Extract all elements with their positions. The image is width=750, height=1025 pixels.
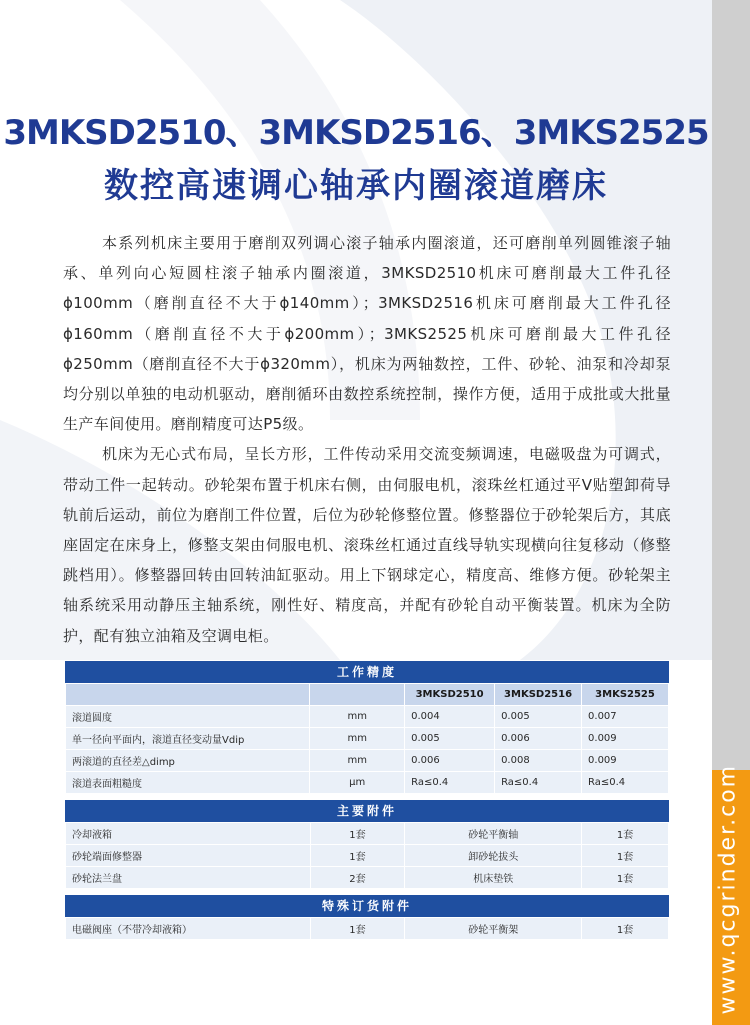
table-cell: 0.009 — [582, 728, 669, 750]
table-cell: 单一径向平面内，滚道直径变动量Vdip — [66, 728, 310, 750]
table-cell: 1套 — [310, 845, 405, 867]
table-cell: 1套 — [582, 845, 669, 867]
table-cell: 1套 — [582, 867, 669, 889]
precision-header-row — [66, 684, 669, 706]
table-cell: 砂轮平衡架 — [405, 918, 582, 940]
table-cell: mm — [310, 728, 405, 750]
table-cell: 冷却液箱 — [66, 823, 311, 845]
table-cell: 0.008 — [495, 750, 582, 772]
precision-col — [310, 684, 405, 706]
precision-col: 3MKS2525 — [582, 684, 669, 706]
precision-col: 3MKSD2516 — [495, 684, 582, 706]
precision-table — [65, 683, 669, 794]
page-title-name: 数控高速调心轴承内圈滚道磨床 — [104, 166, 608, 206]
table-cell: Ra≤0.4 — [582, 772, 669, 794]
table-cell: 卸砂轮拔头 — [405, 845, 582, 867]
table-cell: 0.009 — [582, 750, 669, 772]
table-row — [66, 918, 669, 940]
table-cell: 砂轮平衡轴 — [405, 823, 582, 845]
table-cell: Ra≤0.4 — [495, 772, 582, 794]
table-cell: μm — [310, 772, 405, 794]
table-cell: 0.005 — [405, 728, 495, 750]
table-cell: 机床垫铁 — [405, 867, 582, 889]
table-cell: 砂轮端面修整器 — [66, 845, 311, 867]
special-header: 特殊订货附件 — [65, 895, 669, 917]
precision-col: 3MKSD2510 — [405, 684, 495, 706]
description-paragraph-1: 本系列机床主要用于磨削双列调心滚子轴承内圈滚道，还可磨削单列圆锥滚子轴承、单列向心短圆柱滚子轴承内圈滚道，3MKSD2510机床可磨削最大工件孔径ϕ100mm（磨削直径不大于ϕ140mm）；3MKSD2516机床可磨削最大工件孔径ϕ160mm（磨削直径不大于ϕ200mm）；3MKS2525机床可磨削最大工件孔径ϕ250mm（磨削直径不大于ϕ320mm），机床为两轴数控，工件、砂轮、油泵和冷却泵均分别以单独的电动机驱动，磨削循环由数控系统控制，操作方便，适用于成批或大批量生产车间使用。磨削精度可达P5级。 — [63, 234, 671, 434]
table-cell: 0.006 — [405, 750, 495, 772]
table-row — [66, 823, 669, 845]
table-cell: 0.004 — [405, 706, 495, 728]
table-cell: 滚道表面粗糙度 — [66, 772, 310, 794]
table-cell: 1套 — [582, 918, 669, 940]
table-cell: 1套 — [310, 823, 405, 845]
description-paragraph-2: 机床为无心式布局，呈长方形，工件传动采用交流变频调速，电磁吸盘为可调式，带动工件一起转动。砂轮架布置于机床右侧，由伺服电机，滚珠丝杠通过平V贴塑卸荷导轨前后运动，前位为磨削工件位置，后位为砂轮修整位置。修整器位于砂轮架后方，其底座固定在床身上，修整支架由伺服电机、滚珠丝杠通过直线导轨实现横向往复移动（修整跳档用）。修整器回转由回转油缸驱动。用上下钢球定心，精度高、维修方便。砂轮架主轴系统采用动静压主轴系统，刚性好、精度高，并配有砂轮自动平衡装置。机床为全防护，配有独立油箱及空调电柜。 — [63, 445, 671, 645]
accessories-table — [65, 822, 669, 889]
table-row — [66, 750, 669, 772]
table-cell: 滚道圆度 — [66, 706, 310, 728]
table-row — [66, 728, 669, 750]
precision-header: 工作精度 — [65, 661, 669, 683]
table-cell: Ra≤0.4 — [405, 772, 495, 794]
table-cell: 砂轮法兰盘 — [66, 867, 311, 889]
table-cell: 0.005 — [495, 706, 582, 728]
table-cell: 1套 — [582, 823, 669, 845]
page-title-models: 3MKSD2510、3MKSD2516、3MKS2525 — [3, 113, 709, 153]
table-cell: 0.006 — [495, 728, 582, 750]
precision-col — [66, 684, 310, 706]
table-cell: mm — [310, 706, 405, 728]
table-row — [66, 867, 669, 889]
table-row — [66, 772, 669, 794]
table-cell: 0.007 — [582, 706, 669, 728]
description — [63, 228, 671, 651]
spec-tables — [65, 661, 669, 940]
table-cell: mm — [310, 750, 405, 772]
table-cell: 2套 — [310, 867, 405, 889]
table-cell: 电磁阀座（不带冷却液箱） — [66, 918, 311, 940]
table-cell: 1套 — [310, 918, 405, 940]
table-row — [66, 845, 669, 867]
accessories-header: 主要附件 — [65, 800, 669, 822]
website-url: www.qcgrinder.com — [715, 763, 741, 1015]
table-row — [66, 706, 669, 728]
table-cell: 两滚道的直径差△dimp — [66, 750, 310, 772]
special-table — [65, 917, 669, 940]
